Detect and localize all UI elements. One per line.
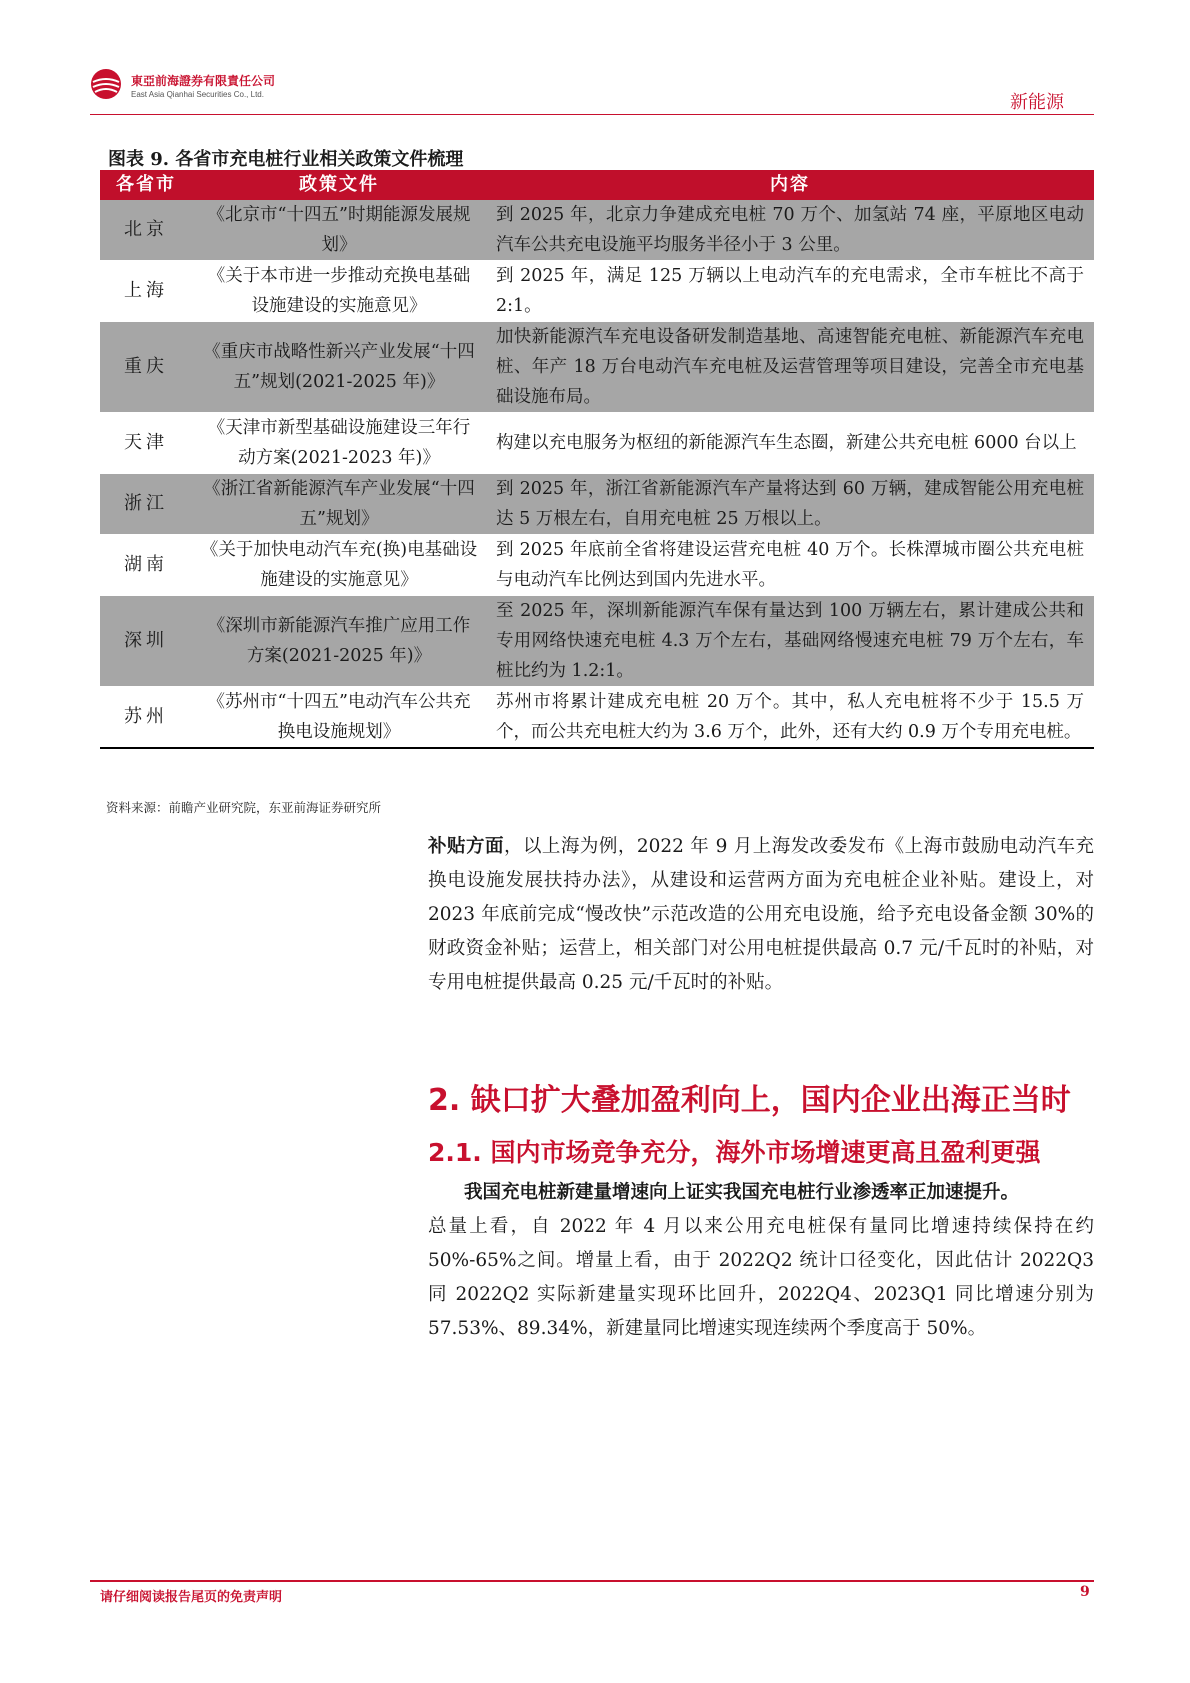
brand-name-en: East Asia Qianhai Securities Co., Ltd. [131,90,264,99]
row-document: 《关于加快电动汽车充(换)电基础设施建设的实施意见》 [200,540,478,590]
growth-text: 总量上看，自 2022 年 4 月以来公用充电桩保有量同比增速持续保持在约 50%-65%之间。增量上看，由于 2022Q2 统计口径变化，因此估计 2022Q3 同 2022Q2 实际新建量实现环比回升，2022Q4、2023Q1 同比增速分别为 57.53%、89.34%，新建量同比增速实现连续两个季度高于 50%。 [428,1216,1094,1339]
table-row [100,535,1094,596]
subsidy-paragraph [428,830,1094,1000]
row-document: 《关于本市进一步推动充换电基础设施建设的实施意见》 [207,266,471,316]
row-content: 构建以充电服务为枢纽的新能源汽车生态圈，新建公共充电桩 6000 台以上 [496,433,1077,453]
row-document: 《浙江省新能源汽车产业发展“十四五”规划》 [192,474,486,535]
subsidy-text: ，以上海为例，2022 年 9 月上海发改委发布《上海市鼓励电动汽车充换电设施发展扶持办法》，从建设和运营两方面为充电桩企业补贴。建设上，对 2023 年底前完成“慢改快”示范改造的公用充电设施，给予充电设备金额 30%的财政资金补贴；运营上，相关部门对公用电桩提供最高 0.7 元/千瓦时的补贴，对专用电桩提供最高 0.25 元/千瓦时的补贴。 [428,836,1094,993]
column-header-city: 各省市 [100,170,192,200]
growth-paragraph [428,1176,1094,1346]
row-content: 到 2025 年，北京力争建成充电桩 70 万个、加氢站 74 座，平原地区电动汽车公共充电设施平均服务半径小于 3 公里。 [486,200,1094,261]
table-row [100,474,1094,535]
row-city: 湖南 [124,554,168,575]
row-content: 苏州市将累计建成充电桩 20 万个。其中，私人充电桩将不少于 15.5 万个，而公共充电桩大约为 3.6 万个，此外，还有大约 0.9 万个专用充电桩。 [496,692,1084,742]
disclaimer-note: 请仔细阅读报告尾页的免责声明 [100,1590,283,1605]
policy-table [100,170,1094,749]
table-row [100,413,1094,474]
table-source-note: 资料来源：前瞻产业研究院，东亚前海证券研究所 [106,800,382,815]
row-city: 浙江 [100,474,192,535]
company-logo-icon [90,68,122,100]
brand-name-cn: 東亞前海證券有限責任公司 [131,74,276,88]
table-row [100,596,1094,687]
row-city: 重庆 [100,322,192,413]
table-header-row [100,170,1094,200]
row-content: 到 2025 年底前全省将建设运营充电桩 40 万个。长株潭城市圈公共充电桩与电动汽车比例达到国内先进水平。 [496,540,1084,590]
row-document: 《苏州市“十四五”电动汽车公共充换电设施规划》 [207,692,471,742]
row-city: 苏州 [124,706,168,727]
row-content: 到 2025 年，满足 125 万辆以上电动汽车的充电需求，全市车桩比不高于 2:1。 [496,266,1084,316]
table-row [100,261,1094,322]
subsidy-lead: 补贴方面 [428,836,504,857]
header-divider [90,114,1094,115]
row-city: 北京 [100,200,192,261]
table-row [100,322,1094,413]
column-header-content: 内容 [486,170,1094,200]
row-content: 加快新能源汽车充电设备研发制造基地、高速智能充电桩、新能源汽车充电桩、年产 18 万台电动汽车充电桩及运营管理等项目建设，完善全市充电基础设施布局。 [486,322,1094,413]
row-city: 天津 [124,432,168,453]
row-content: 到 2025 年，浙江省新能源汽车产量将达到 60 万辆，建成智能公用充电桩达 5 万根左右，自用充电桩 25 万根以上。 [486,474,1094,535]
row-document: 《重庆市战略性新兴产业发展“十四五”规划(2021-2025 年)》 [192,322,486,413]
row-document: 《深圳市新能源汽车推广应用工作方案(2021-2025 年)》 [192,596,486,687]
page-number: 9 [1080,1584,1090,1600]
row-content: 至 2025 年，深圳新能源汽车保有量达到 100 万辆左右，累计建成公共和专用网络快速充电桩 4.3 万个左右，基础网络慢速充电桩 79 万个左右，车桩比约为 1.2:1。 [486,596,1094,687]
growth-lead: 我国充电桩新建量增速向上证实我国充电桩行业渗透率正加速提升。 [464,1182,1020,1203]
table-row [100,687,1094,749]
column-header-document: 政策文件 [192,170,486,200]
subsection-heading: 2.1. 国内市场竞争充分，海外市场增速更高且盈利更强 [428,1138,1041,1167]
row-city: 上海 [124,280,168,301]
row-city: 深圳 [100,596,192,687]
row-document: 《北京市“十四五”时期能源发展规划》 [192,200,486,261]
table-caption: 图表 9. 各省市充电桩行业相关政策文件梳理 [108,149,464,170]
footer-divider [90,1580,1094,1582]
table-row [100,200,1094,261]
section-heading: 2. 缺口扩大叠加盈利向上，国内企业出海正当时 [428,1083,1071,1118]
section-tag: 新能源 [1010,92,1064,113]
row-document: 《天津市新型基础设施建设三年行动方案(2021-2023 年)》 [207,418,471,468]
